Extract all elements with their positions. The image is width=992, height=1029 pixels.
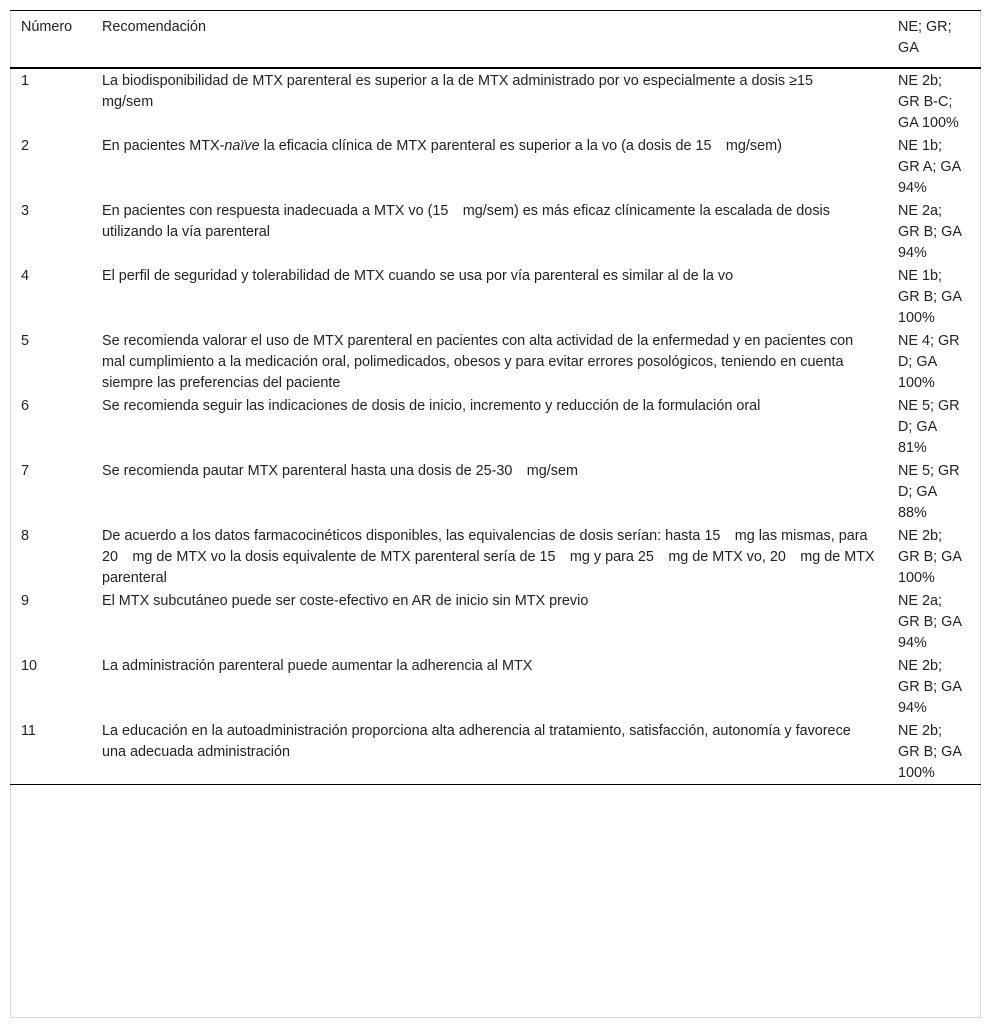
row-recommendation: En pacientes con respuesta inadecuada a MTX vo (15 mg/sem) es más eficaz clínicamente la escalada de dosis utilizando la vía parenteral: [102, 203, 830, 240]
row-recommendation: [90, 134, 886, 199]
row-evidence: NE 2a; GR B; GA 94%: [898, 593, 962, 651]
row-number: 7: [21, 463, 30, 479]
row-number: 10: [21, 658, 38, 674]
row-number: 5: [21, 333, 30, 349]
row-evidence: NE 2a; GR B; GA 94%: [898, 203, 962, 261]
row-number: 3: [21, 203, 30, 219]
row-recommendation: Se recomienda valorar el uso de MTX parenteral en pacientes con alta actividad de la enfermedad y en pacientes con mal cumplimiento a la medicación oral, polimedicados, obesos y para evitar errores posológicos, teniendo en cuenta siempre las preferencias del paciente: [102, 333, 854, 391]
table-row: [10, 524, 981, 589]
header-number: Número: [21, 19, 73, 35]
row-evidence: NE 2b; GR B; GA 100%: [898, 723, 962, 781]
table-row: [10, 589, 981, 654]
row-recommendation: El MTX subcutáneo puede ser coste-efectivo en AR de inicio sin MTX previo: [102, 593, 589, 609]
row-evidence: NE 2b; GR B-C; GA 100%: [898, 73, 959, 131]
row-evidence: NE 4; GR D; GA 100%: [898, 333, 960, 391]
table-row: [10, 459, 981, 524]
recommendation-text: la eficacia clínica de MTX parenteral es superior a la vo (a dosis de 15 mg/sem): [259, 138, 782, 154]
table-row: [10, 199, 981, 264]
row-recommendation: De acuerdo a los datos farmacocinéticos disponibles, las equivalencias de dosis serían: hasta 15 mg las mismas, para 20 mg de MTX vo la dosis equivalente de MTX parenteral sería de 15 mg y para 25 mg de MTX vo, 20 mg de MTX parenteral: [102, 528, 875, 586]
row-number: 9: [21, 593, 30, 609]
table-row: [10, 134, 981, 199]
row-recommendation: La administración parenteral puede aumentar la adherencia al MTX: [102, 658, 533, 674]
row-evidence: NE 1b; GR A; GA 94%: [898, 138, 961, 196]
recommendation-italic-term: naïve: [224, 138, 260, 154]
table-row: [10, 329, 981, 394]
table-header-row: [10, 11, 981, 68]
header-recommendation: Recomendación: [102, 19, 206, 35]
table-row: [10, 654, 981, 719]
row-evidence: NE 5; GR D; GA 88%: [898, 463, 960, 521]
row-recommendation: Se recomienda pautar MTX parenteral hasta una dosis de 25-30 mg/sem: [102, 463, 578, 479]
row-number: 2: [21, 138, 30, 154]
row-number: 8: [21, 528, 30, 544]
table-row: [10, 719, 981, 785]
table-row: [10, 68, 981, 134]
header-evidence: NE; GR; GA: [898, 19, 952, 56]
row-recommendation: La educación en la autoadministración proporciona alta adherencia al tratamiento, satisfacción, autonomía y favorece una adecuada administración: [102, 723, 851, 760]
table-row: [10, 394, 981, 459]
row-number: 11: [21, 723, 36, 739]
recommendations-table: [10, 11, 981, 785]
row-recommendation: Se recomienda seguir las indicaciones de dosis de inicio, incremento y reducción de la formulación oral: [102, 398, 761, 414]
row-evidence: NE 2b; GR B; GA 100%: [898, 528, 962, 586]
row-evidence: NE 2b; GR B; GA 94%: [898, 658, 962, 716]
row-number: 4: [21, 268, 30, 284]
row-evidence: NE 1b; GR B; GA 100%: [898, 268, 962, 326]
row-number: 6: [21, 398, 30, 414]
row-recommendation: El perfil de seguridad y tolerabilidad de MTX cuando se usa por vía parenteral es similar al de la vo: [102, 268, 734, 284]
recommendation-text: En pacientes MTX-: [102, 138, 225, 154]
row-evidence: NE 5; GR D; GA 81%: [898, 398, 960, 456]
row-number: 1: [21, 73, 30, 89]
table-row: [10, 264, 981, 329]
row-recommendation: La biodisponibilidad de MTX parenteral es superior a la de MTX administrado por vo especialmente a dosis ≥15 mg/sem: [102, 73, 828, 110]
